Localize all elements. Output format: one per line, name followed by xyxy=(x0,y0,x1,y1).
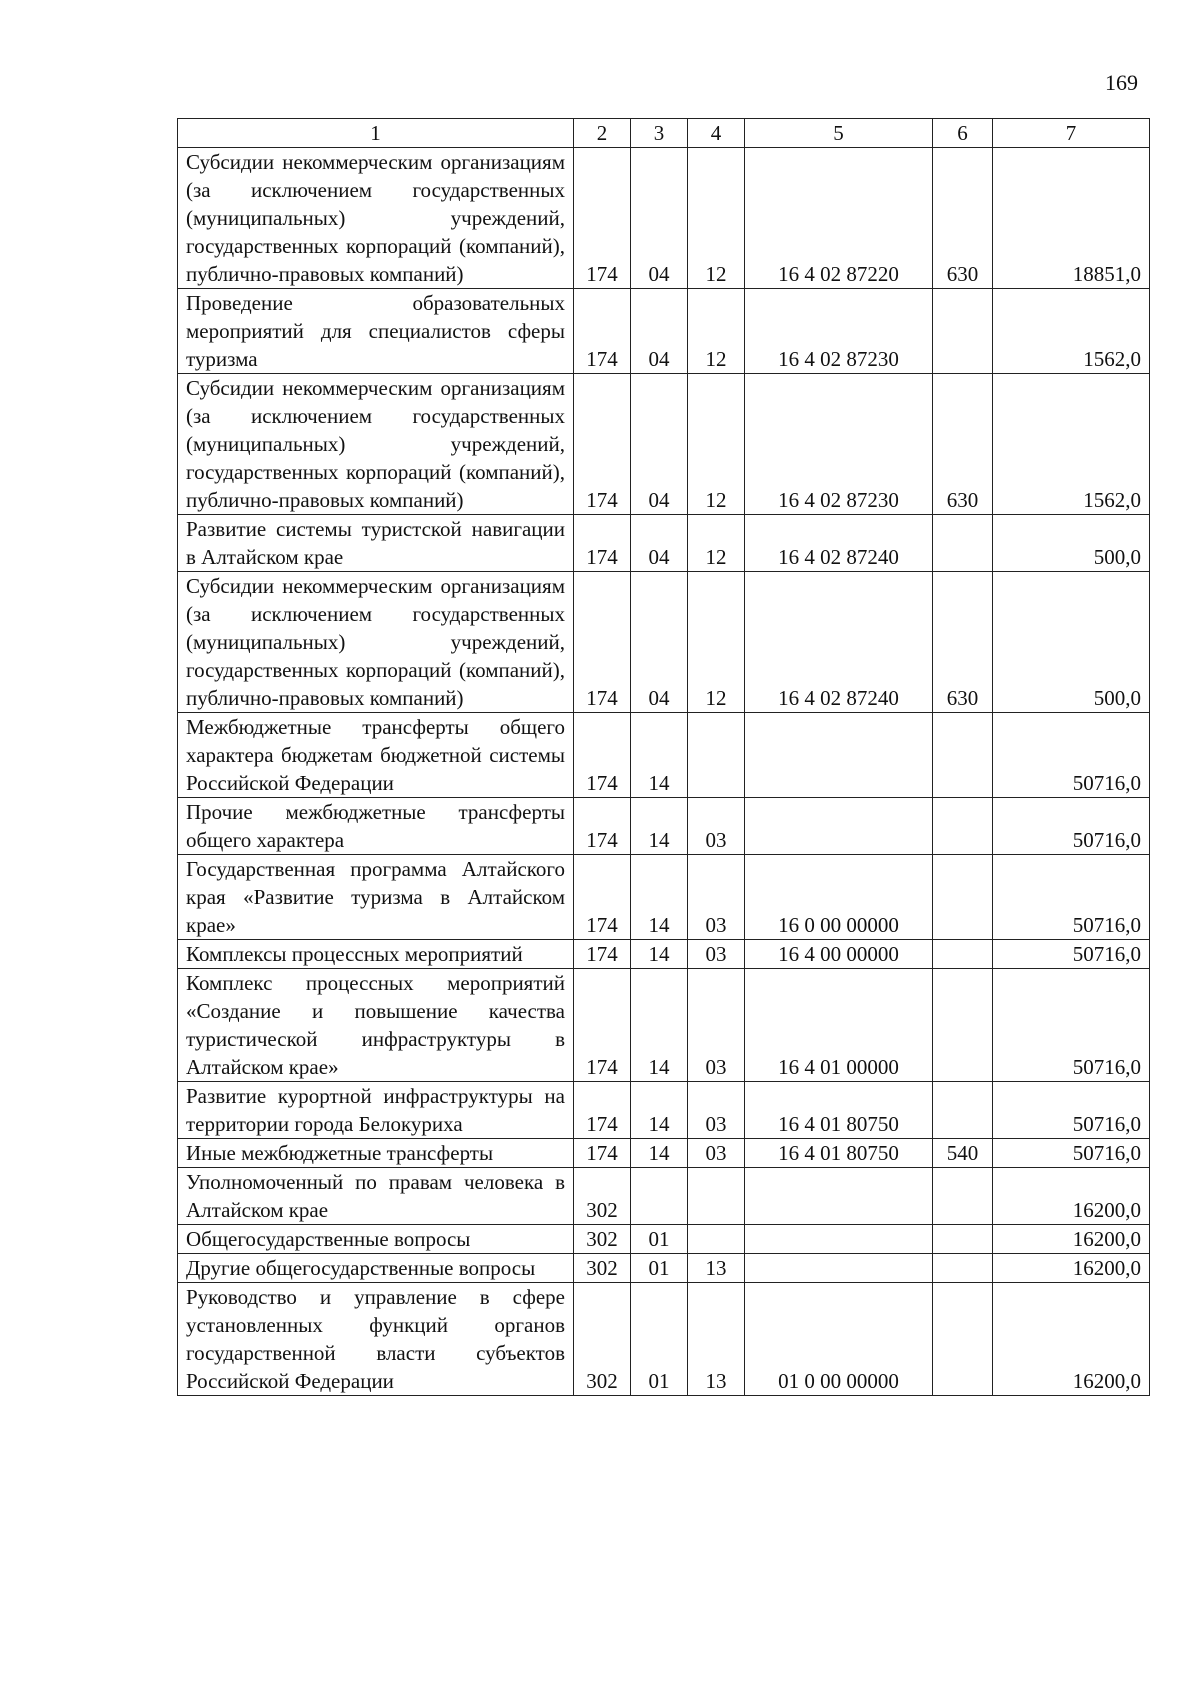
table-row xyxy=(178,969,1150,1082)
row-name: Уполномоченный по правам человека в Алтайском крае xyxy=(178,1168,574,1225)
table-row xyxy=(178,1254,1150,1283)
table-row xyxy=(178,1225,1150,1254)
row-name: Комплекс процессных мероприятий «Создание и повышение качества туристической инфраструктуры в Алтайском крае» xyxy=(178,969,574,1082)
table-row xyxy=(178,374,1150,515)
cell-c7: 16200,0 xyxy=(993,1225,1150,1254)
cell-c5: 16 4 00 00000 xyxy=(745,940,933,969)
cell-c6 xyxy=(933,1225,993,1254)
cell-c3: 04 xyxy=(631,572,688,713)
row-name: Развитие системы туристской навигации в Алтайском крае xyxy=(178,515,574,572)
table-row xyxy=(178,855,1150,940)
cell-c6 xyxy=(933,1082,993,1139)
cell-c3 xyxy=(631,1168,688,1225)
cell-c6 xyxy=(933,940,993,969)
cell-c5 xyxy=(745,1254,933,1283)
cell-c5 xyxy=(745,798,933,855)
cell-c5 xyxy=(745,713,933,798)
cell-c5: 16 4 02 87240 xyxy=(745,572,933,713)
cell-c4 xyxy=(688,1225,745,1254)
cell-c4: 12 xyxy=(688,515,745,572)
table-row xyxy=(178,1082,1150,1139)
cell-c4: 03 xyxy=(688,969,745,1082)
cell-c3: 01 xyxy=(631,1225,688,1254)
cell-c2: 174 xyxy=(574,855,631,940)
cell-c3: 04 xyxy=(631,289,688,374)
row-name: Иные межбюджетные трансферты xyxy=(178,1139,574,1168)
cell-c2: 302 xyxy=(574,1283,631,1396)
cell-c4: 03 xyxy=(688,1082,745,1139)
cell-c7: 16200,0 xyxy=(993,1283,1150,1396)
cell-c2: 174 xyxy=(574,1139,631,1168)
header-col-2: 2 xyxy=(574,119,631,148)
row-name: Государственная программа Алтайского края «Развитие туризма в Алтайском крае» xyxy=(178,855,574,940)
cell-c7: 50716,0 xyxy=(993,855,1150,940)
table-row xyxy=(178,148,1150,289)
cell-c2: 174 xyxy=(574,798,631,855)
cell-c3: 14 xyxy=(631,1139,688,1168)
cell-c7: 1562,0 xyxy=(993,374,1150,515)
cell-c4 xyxy=(688,1168,745,1225)
cell-c5: 16 4 02 87220 xyxy=(745,148,933,289)
cell-c7: 50716,0 xyxy=(993,798,1150,855)
cell-c2: 174 xyxy=(574,515,631,572)
cell-c3: 14 xyxy=(631,798,688,855)
cell-c2: 302 xyxy=(574,1168,631,1225)
cell-c6: 630 xyxy=(933,148,993,289)
cell-c3: 14 xyxy=(631,969,688,1082)
cell-c7: 18851,0 xyxy=(993,148,1150,289)
cell-c7: 50716,0 xyxy=(993,1139,1150,1168)
cell-c6 xyxy=(933,515,993,572)
cell-c5: 01 0 00 00000 xyxy=(745,1283,933,1396)
table-row xyxy=(178,572,1150,713)
cell-c7: 500,0 xyxy=(993,515,1150,572)
cell-c4: 13 xyxy=(688,1254,745,1283)
row-name: Общегосударственные вопросы xyxy=(178,1225,574,1254)
row-name: Проведение образовательных мероприятий для специалистов сферы туризма xyxy=(178,289,574,374)
table-row xyxy=(178,1168,1150,1225)
cell-c3: 04 xyxy=(631,515,688,572)
header-col-5: 5 xyxy=(745,119,933,148)
cell-c4: 03 xyxy=(688,855,745,940)
cell-c3: 14 xyxy=(631,713,688,798)
cell-c7: 50716,0 xyxy=(993,1082,1150,1139)
cell-c3: 04 xyxy=(631,148,688,289)
cell-c2: 174 xyxy=(574,713,631,798)
cell-c6 xyxy=(933,713,993,798)
cell-c6: 540 xyxy=(933,1139,993,1168)
cell-c6 xyxy=(933,289,993,374)
cell-c4: 03 xyxy=(688,940,745,969)
cell-c4: 13 xyxy=(688,1283,745,1396)
cell-c3: 01 xyxy=(631,1283,688,1396)
table-row xyxy=(178,1283,1150,1396)
cell-c6 xyxy=(933,969,993,1082)
cell-c3: 14 xyxy=(631,855,688,940)
cell-c2: 302 xyxy=(574,1254,631,1283)
cell-c4 xyxy=(688,713,745,798)
cell-c2: 174 xyxy=(574,374,631,515)
cell-c6 xyxy=(933,1168,993,1225)
table-row xyxy=(178,940,1150,969)
cell-c5: 16 4 01 00000 xyxy=(745,969,933,1082)
header-row xyxy=(178,119,1150,148)
cell-c5 xyxy=(745,1225,933,1254)
cell-c6 xyxy=(933,1254,993,1283)
row-name: Прочие межбюджетные трансферты общего характера xyxy=(178,798,574,855)
cell-c7: 50716,0 xyxy=(993,969,1150,1082)
cell-c7: 16200,0 xyxy=(993,1254,1150,1283)
table-row xyxy=(178,515,1150,572)
cell-c2: 174 xyxy=(574,289,631,374)
page-number: 169 xyxy=(1105,70,1138,95)
cell-c4: 12 xyxy=(688,148,745,289)
cell-c6 xyxy=(933,855,993,940)
header-col-7: 7 xyxy=(993,119,1150,148)
cell-c7: 50716,0 xyxy=(993,713,1150,798)
cell-c5: 16 4 01 80750 xyxy=(745,1082,933,1139)
row-name: Субсидии некоммерческим организациям (за исключением государственных (муниципальных) учреждений, государственных корпораций (компаний), публично-правовых компаний) xyxy=(178,148,574,289)
cell-c5: 16 4 02 87230 xyxy=(745,289,933,374)
cell-c3: 14 xyxy=(631,1082,688,1139)
row-name: Развитие курортной инфраструктуры на территории города Белокуриха xyxy=(178,1082,574,1139)
cell-c2: 302 xyxy=(574,1225,631,1254)
cell-c7: 500,0 xyxy=(993,572,1150,713)
table-row xyxy=(178,798,1150,855)
cell-c5 xyxy=(745,1168,933,1225)
cell-c4: 12 xyxy=(688,289,745,374)
cell-c2: 174 xyxy=(574,148,631,289)
cell-c2: 174 xyxy=(574,969,631,1082)
cell-c7: 50716,0 xyxy=(993,940,1150,969)
cell-c6 xyxy=(933,798,993,855)
table-row xyxy=(178,713,1150,798)
cell-c5: 16 4 02 87240 xyxy=(745,515,933,572)
cell-c4: 03 xyxy=(688,798,745,855)
cell-c2: 174 xyxy=(574,940,631,969)
cell-c5: 16 4 02 87230 xyxy=(745,374,933,515)
row-name: Другие общегосударственные вопросы xyxy=(178,1254,574,1283)
header-col-1: 1 xyxy=(178,119,574,148)
cell-c7: 16200,0 xyxy=(993,1168,1150,1225)
budget-table xyxy=(177,118,1150,1396)
header-col-4: 4 xyxy=(688,119,745,148)
cell-c4: 12 xyxy=(688,374,745,515)
cell-c5: 16 4 01 80750 xyxy=(745,1139,933,1168)
row-name: Комплексы процессных мероприятий xyxy=(178,940,574,969)
cell-c6: 630 xyxy=(933,374,993,515)
header-col-6: 6 xyxy=(933,119,993,148)
row-name: Руководство и управление в сфере установленных функций органов государственной власти субъектов Российской Федерации xyxy=(178,1283,574,1396)
cell-c3: 01 xyxy=(631,1254,688,1283)
row-name: Межбюджетные трансферты общего характера бюджетам бюджетной системы Российской Федерации xyxy=(178,713,574,798)
cell-c6 xyxy=(933,1283,993,1396)
table-row xyxy=(178,1139,1150,1168)
cell-c3: 14 xyxy=(631,940,688,969)
cell-c2: 174 xyxy=(574,1082,631,1139)
cell-c5: 16 0 00 00000 xyxy=(745,855,933,940)
cell-c2: 174 xyxy=(574,572,631,713)
cell-c3: 04 xyxy=(631,374,688,515)
row-name: Субсидии некоммерческим организациям (за исключением государственных (муниципальных) учреждений, государственных корпораций (компаний), публично-правовых компаний) xyxy=(178,374,574,515)
cell-c7: 1562,0 xyxy=(993,289,1150,374)
table-row xyxy=(178,289,1150,374)
cell-c4: 03 xyxy=(688,1139,745,1168)
row-name: Субсидии некоммерческим организациям (за исключением государственных (муниципальных) учреждений, государственных корпораций (компаний), публично-правовых компаний) xyxy=(178,572,574,713)
cell-c6: 630 xyxy=(933,572,993,713)
header-col-3: 3 xyxy=(631,119,688,148)
cell-c4: 12 xyxy=(688,572,745,713)
